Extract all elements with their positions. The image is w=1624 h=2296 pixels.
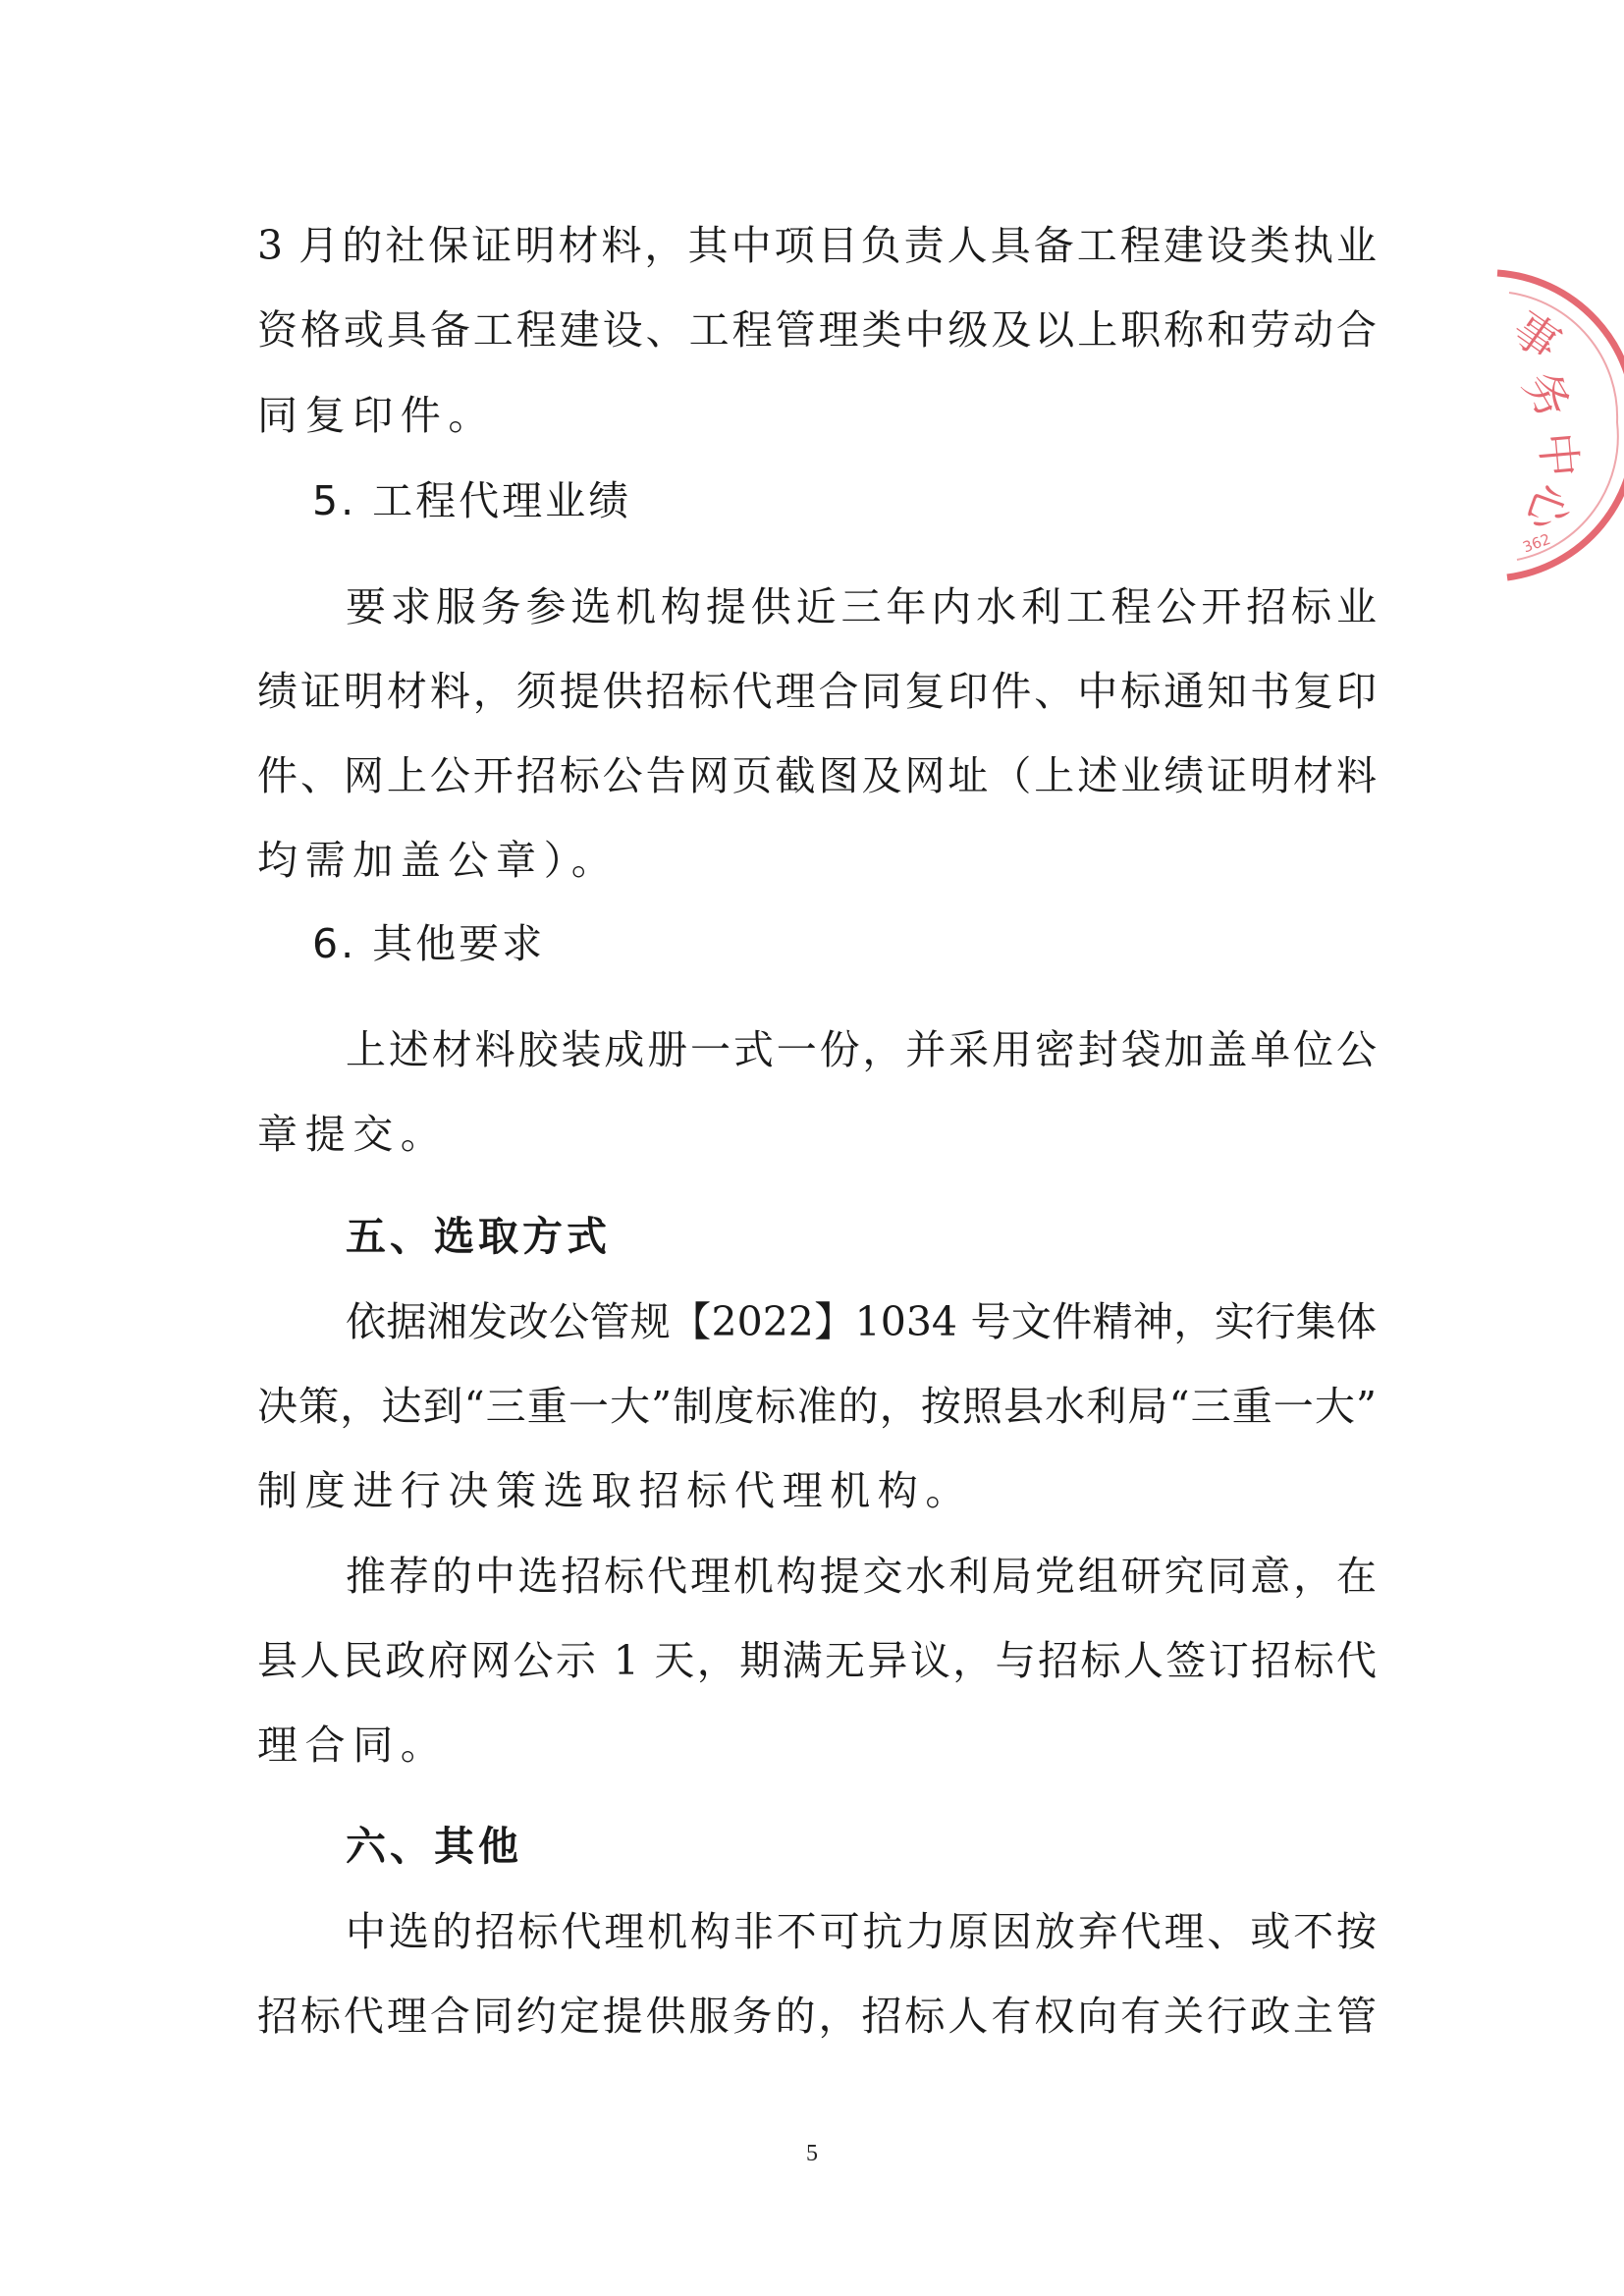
page-number: 5	[806, 2141, 818, 2166]
body-line-1: 3 月的社保证明材料，其中项目负责人具备工程建设类执业	[257, 222, 1377, 269]
body-line-11: 章提交。	[257, 1111, 449, 1158]
body-line-20: 中选的招标代理机构非不可抗力原因放弃代理、或不按	[346, 1908, 1377, 1955]
body-line-17: 县人民政府网公示 1 天，期满无异议，与招标人签订招标代	[257, 1637, 1377, 1684]
seal-serial-number: 362	[1520, 529, 1553, 557]
svg-text:中: 中	[1530, 429, 1587, 480]
body-line-10: 上述材料胶装成册一式一份，并采用密封袋加盖单位公	[346, 1026, 1377, 1073]
svg-text:务: 务	[1512, 361, 1582, 428]
body-line-13: 依据湘发改公管规【2022】1034 号文件精神，实行集体	[346, 1298, 1377, 1345]
body-line-3: 同复印件。	[257, 392, 496, 439]
body-line-15: 制度进行决策选取招标代理机构。	[257, 1467, 973, 1514]
official-seal-stamp	[1488, 265, 1624, 589]
svg-text:心: 心	[1515, 477, 1581, 538]
subheading-engineering-agency-performance: 5. 工程代理业绩	[312, 477, 632, 524]
body-line-14: 决策，达到“三重一大”制度标准的，按照县水利局“三重一大”	[257, 1383, 1377, 1430]
section-heading-other: 六、其他	[346, 1823, 522, 1870]
body-line-5: 要求服务参选机构提供近三年内水利工程公开招标业	[346, 583, 1377, 630]
seal-text	[1502, 301, 1587, 540]
body-line-18: 理合同。	[257, 1722, 449, 1769]
body-line-6: 绩证明材料，须提供招标代理合同复印件、中标通知书复印	[257, 668, 1377, 715]
svg-text:事: 事	[1502, 301, 1570, 371]
body-line-16: 推荐的中选招标代理机构提交水利局党组研究同意，在	[346, 1553, 1377, 1600]
subheading-other-requirements: 6. 其他要求	[312, 920, 546, 967]
body-line-8: 均需加盖公章）。	[257, 837, 620, 884]
body-line-2: 资格或具备工程建设、工程管理类中级及以上职称和劳动合	[257, 306, 1377, 354]
body-line-21: 招标代理合同约定提供服务的，招标人有权向有关行政主管	[257, 1993, 1377, 2040]
section-heading-selection-method: 五、选取方式	[346, 1213, 611, 1260]
body-line-7: 件、网上公开招标公告网页截图及网址（上述业绩证明材料	[257, 752, 1377, 799]
